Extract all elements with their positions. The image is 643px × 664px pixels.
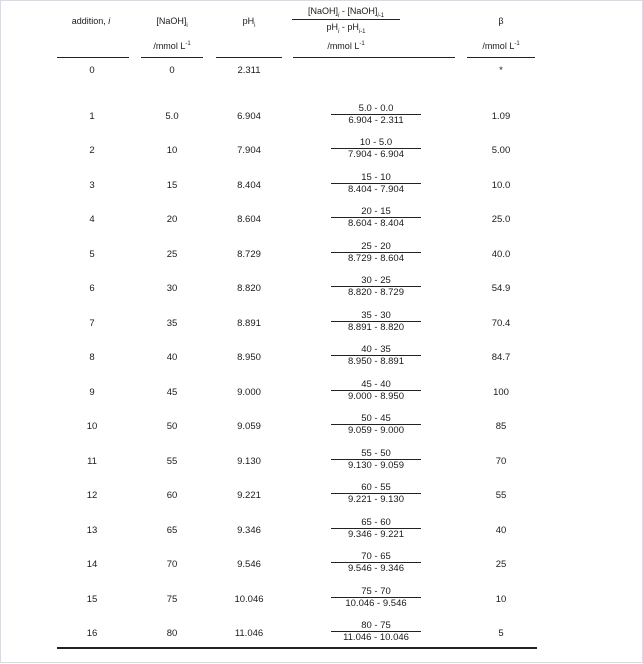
- cell-i: 10: [86, 421, 98, 432]
- ratio-numerator: 65 - 60: [331, 517, 421, 529]
- ratio-denominator: 8.820 - 8.729: [348, 287, 404, 298]
- table-row: [51, 134, 546, 168]
- header-ratio-num-text: $[NaOH]_i$ - $[NaOH]_{i-1}$: [307, 6, 385, 19]
- cell-naoh: 70: [166, 559, 178, 570]
- table-row: [51, 514, 546, 548]
- cell-i: 7: [89, 317, 95, 329]
- cell-ph: 9.346: [237, 524, 261, 536]
- data-table: [51, 1, 546, 664]
- header-naoh: [137, 16, 207, 29]
- cell-i: 12: [86, 490, 98, 501]
- cell-ph: 8.729: [237, 248, 261, 260]
- cell-naoh: 45: [166, 386, 178, 398]
- table-row: [51, 445, 546, 479]
- header-ph: [219, 16, 279, 29]
- cell-i: 16: [86, 628, 98, 639]
- ratio-denominator: 9.346 - 9.221: [348, 528, 404, 540]
- ratio-fraction: [321, 517, 431, 540]
- header-ratio-numerator: [287, 6, 405, 19]
- unit-naoh-exp: -1: [185, 41, 191, 47]
- header-rule-naoh: [141, 57, 203, 58]
- cell-ph: 8.820: [237, 283, 261, 294]
- cell-beta: 25: [495, 559, 507, 570]
- ratio-fraction: [321, 413, 431, 436]
- cell-beta: 5: [498, 628, 504, 639]
- cell-i: 13: [86, 524, 98, 536]
- cell-i: 14: [86, 559, 98, 570]
- ratio-fraction: [321, 551, 431, 574]
- cell-ph: 6.904: [237, 110, 261, 122]
- cell-i: 5: [89, 248, 95, 260]
- cell-beta: 55: [495, 490, 507, 501]
- cell-beta: 25.0: [491, 214, 511, 225]
- ratio-denominator: 7.904 - 6.904: [348, 149, 404, 160]
- table-row: [51, 169, 546, 203]
- cell-beta: 1.09: [491, 110, 511, 122]
- cell-ph: 8.604: [237, 214, 261, 225]
- unit-beta: [467, 41, 535, 51]
- cell-i: 8: [89, 352, 95, 363]
- ratio-fraction: [321, 344, 431, 367]
- cell-beta: 40: [495, 524, 507, 536]
- header-ratio-den-text: $pH_i - pH_{i-1}$: [326, 22, 366, 35]
- cell-ph: 9.221: [237, 490, 261, 501]
- cell-beta: 100: [493, 386, 509, 398]
- cell-naoh: 0: [169, 65, 175, 76]
- cell-i: 0: [89, 65, 95, 76]
- cell-naoh: 5.0: [165, 110, 179, 122]
- ratio-fraction: [321, 448, 431, 471]
- table-row: [51, 479, 546, 513]
- ratio-denominator: 6.904 - 2.311: [348, 114, 404, 126]
- ratio-numerator: 30 - 25: [331, 275, 421, 287]
- ratio-numerator: 20 - 15: [331, 206, 421, 218]
- table-row: [51, 307, 546, 341]
- header-rule-ratio: [293, 57, 455, 58]
- ratio-denominator: 10.046 - 9.546: [345, 597, 407, 609]
- cell-ph: 11.046: [234, 628, 264, 639]
- ratio-numerator: 25 - 20: [331, 241, 421, 253]
- ratio-numerator: 80 - 75: [331, 620, 421, 632]
- header-ratio-bar: [292, 19, 400, 20]
- table-row: [51, 410, 546, 444]
- ratio-denominator: 9.000 - 8.950: [348, 390, 404, 402]
- cell-ph: 8.404: [237, 179, 261, 191]
- unit-ratio-exp: -1: [359, 41, 365, 47]
- unit-naoh-text: /mmol L: [153, 41, 186, 51]
- ratio-fraction: [321, 137, 431, 160]
- ratio-denominator: 9.059 - 9.000: [348, 425, 404, 436]
- cell-i: 6: [89, 283, 95, 294]
- ratio-numerator: 55 - 50: [331, 448, 421, 460]
- cell-i: 3: [89, 179, 95, 191]
- cell-naoh: 35: [166, 317, 178, 329]
- ratio-numerator: 60 - 55: [331, 482, 421, 494]
- cell-naoh: 75: [166, 593, 178, 605]
- cell-beta: 10: [495, 593, 507, 605]
- cell-beta: 10.0: [491, 179, 511, 191]
- header-addition: [51, 16, 131, 26]
- ratio-numerator: 50 - 45: [331, 413, 421, 425]
- cell-beta: *: [499, 65, 503, 76]
- cell-i: 2: [89, 145, 95, 156]
- table-row: [51, 341, 546, 375]
- table-row: [51, 583, 546, 617]
- cell-ph: 2.311: [237, 65, 261, 76]
- cell-naoh: 30: [166, 283, 178, 294]
- cell-ph: 9.059: [237, 421, 261, 432]
- cell-beta: 40.0: [491, 248, 511, 260]
- ratio-denominator: 8.404 - 7.904: [348, 183, 404, 195]
- ratio-numerator: 15 - 10: [331, 172, 421, 184]
- ratio-denominator: 9.130 - 9.059: [348, 459, 404, 471]
- header-rule-beta: [467, 57, 535, 58]
- header-rule-ph: [216, 57, 282, 58]
- cell-ph: 8.950: [237, 352, 261, 363]
- header-ph-sub: i: [254, 22, 256, 29]
- cell-i: 15: [86, 593, 98, 605]
- ratio-denominator: 9.546 - 9.346: [348, 563, 404, 574]
- unit-beta-exp: -1: [514, 41, 520, 47]
- header-addition-text: addition, i: [71, 16, 111, 26]
- cell-naoh: 65: [166, 524, 178, 536]
- ratio-numerator: 70 - 65: [331, 551, 421, 563]
- cell-beta: 84.7: [491, 352, 511, 363]
- cell-naoh: 55: [166, 455, 178, 467]
- header-ph-label: pH: [242, 16, 255, 26]
- cell-ph: 9.546: [237, 559, 261, 570]
- cell-beta: 70: [495, 455, 507, 467]
- ratio-denominator: 8.891 - 8.820: [348, 321, 404, 333]
- ratio-numerator: 45 - 40: [331, 379, 421, 391]
- table-row: [51, 203, 546, 237]
- ratio-denominator: 8.950 - 8.891: [348, 356, 404, 367]
- cell-i: 9: [89, 386, 95, 398]
- cell-beta: 5.00: [491, 145, 511, 156]
- table-row: [51, 65, 546, 99]
- cell-naoh: 25: [166, 248, 178, 260]
- table-row: [51, 272, 546, 306]
- cell-ph: 8.891: [237, 317, 261, 329]
- ratio-fraction: [321, 482, 431, 505]
- cell-i: 11: [87, 455, 97, 467]
- ratio-numerator: 35 - 30: [331, 310, 421, 322]
- table-row: [51, 376, 546, 410]
- ratio-denominator: 8.729 - 8.604: [348, 252, 404, 264]
- ratio-fraction: [321, 586, 431, 609]
- unit-naoh: [137, 41, 207, 51]
- cell-ph: 10.046: [234, 593, 264, 605]
- cell-i: 4: [89, 214, 95, 225]
- cell-i: 1: [89, 110, 95, 122]
- unit-ratio-text: /mmol L: [327, 41, 360, 51]
- ratio-denominator: 8.604 - 8.404: [348, 218, 404, 229]
- header-naoh-sub: i: [186, 22, 188, 29]
- header-beta: β: [498, 16, 504, 26]
- cell-naoh: 80: [166, 628, 178, 639]
- ratio-fraction: [321, 206, 431, 229]
- cell-naoh: 50: [166, 421, 178, 432]
- cell-naoh: 40: [166, 352, 178, 363]
- cell-naoh: 15: [166, 179, 178, 191]
- cell-naoh: 60: [166, 490, 178, 501]
- cell-naoh: 20: [166, 214, 178, 225]
- cell-naoh: 10: [166, 145, 178, 156]
- ratio-fraction: [321, 275, 431, 298]
- ratio-numerator: 10 - 5.0: [331, 137, 421, 149]
- cell-ph: 9.130: [237, 455, 261, 467]
- table-row: [51, 238, 546, 272]
- ratio-fraction: [321, 620, 431, 643]
- cell-beta: 70.4: [491, 317, 511, 329]
- table-row: [51, 617, 546, 651]
- table-row: [51, 548, 546, 582]
- bottom-rule: [57, 647, 537, 649]
- ratio-numerator: 5.0 - 0.0: [331, 103, 421, 115]
- unit-ratio: [287, 41, 405, 51]
- ratio-denominator: 9.221 - 9.130: [348, 494, 404, 505]
- ratio-fraction: [321, 172, 431, 195]
- ratio-numerator: 40 - 35: [331, 344, 421, 356]
- cell-ph: 9.000: [237, 386, 261, 398]
- header-rule-addition: [57, 57, 129, 58]
- ratio-fraction: [321, 103, 431, 126]
- table-row: [51, 100, 546, 134]
- unit-beta-text: /mmol L: [482, 41, 515, 51]
- cell-ph: 7.904: [237, 145, 261, 156]
- header-naoh-label: [NaOH]: [156, 16, 187, 26]
- header-ratio-denominator: [287, 22, 405, 35]
- cell-beta: 85: [495, 421, 507, 432]
- ratio-fraction: [321, 310, 431, 333]
- ratio-fraction: [321, 241, 431, 264]
- cell-beta: 54.9: [491, 283, 511, 294]
- ratio-denominator: 11.046 - 10.046: [343, 632, 409, 643]
- ratio-numerator: 75 - 70: [331, 586, 421, 598]
- ratio-fraction: [321, 379, 431, 402]
